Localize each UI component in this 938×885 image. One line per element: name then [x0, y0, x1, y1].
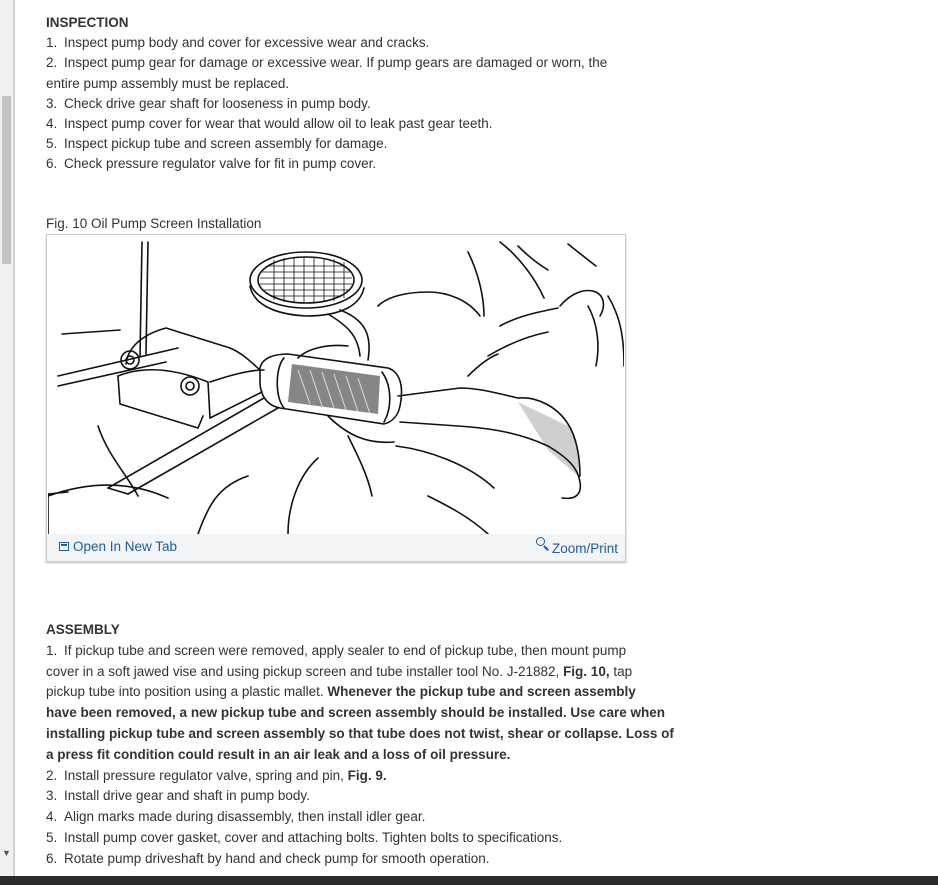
inspection-item: 1. Inspect pump body and cover for excessive wear and cracks.	[46, 35, 430, 51]
inspection-item: 4. Inspect pump cover for wear that would allow oil to leak past gear teeth.	[46, 116, 493, 132]
assembly-step-1-warning: have been removed, a new pickup tube and screen assembly should be installed. Use care when	[46, 705, 665, 721]
magnifier-plus-icon	[536, 537, 550, 551]
inspection-item: 2. Inspect pump gear for damage or excessive wear. If pump gears are damaged or worn, the	[46, 55, 608, 71]
assembly-step: 4. Align marks made during disassembly, then install idler gear.	[46, 809, 426, 825]
inspection-item: 6. Check pressure regulator valve for fit in pump cover.	[46, 156, 377, 172]
assembly-step-1-warning: a press fit condition could result in an air leak and a loss of oil pressure.	[46, 746, 511, 762]
assembly-step-1: 1. If pickup tube and screen were removed, apply sealer to end of pickup tube, then mount pump	[46, 642, 627, 658]
fig-10-reference: Fig. 10,	[563, 663, 610, 679]
zoom-print-link[interactable]: Zoom/Print	[536, 539, 618, 556]
figure-frame	[46, 234, 626, 562]
inspection-item: 5. Inspect pickup tube and screen assembly for damage.	[46, 136, 388, 152]
assembly-step-1-cont: cover in a soft jawed vise and using pickup screen and tube installer tool No. J-21882, Fig. 10, tap	[46, 663, 633, 679]
inspection-item-continuation: entire pump assembly must be replaced.	[46, 75, 290, 91]
fig-9-reference: Fig. 9.	[347, 767, 387, 783]
open-in-new-tab-link[interactable]: Open In New Tab	[59, 539, 177, 554]
inspection-item: 3. Check drive gear shaft for looseness in pump body.	[46, 95, 371, 111]
inspection-section	[46, 13, 666, 175]
assembly-step-1-cont: pickup tube into position using a plastic mallet. Whenever the pickup tube and screen assembly	[46, 684, 636, 700]
assembly-step: 5. Install pump cover gasket, cover and attaching bolts. Tighten bolts to specifications.	[46, 829, 563, 845]
assembly-step: 6. Rotate pump driveshaft by hand and check pump for smooth operation.	[46, 850, 490, 866]
figure-toolbar	[47, 534, 625, 561]
oil-pump-screen-illustration[interactable]	[48, 236, 624, 534]
assembly-heading: ASSEMBLY	[46, 622, 120, 637]
assembly-step: 3. Install drive gear and shaft in pump body.	[46, 788, 310, 804]
figure-caption: Fig. 10 Oil Pump Screen Installation	[46, 216, 262, 231]
assembly-step-1-warning: installing pickup tube and screen assembly so that tube does not twist, shear or collapse. Loss of	[46, 725, 674, 741]
content-divider	[14, 0, 15, 876]
inspection-heading: INSPECTION	[46, 15, 129, 30]
scrollbar-thumb[interactable]	[2, 96, 11, 264]
assembly-step-2: 2. Install pressure regulator valve, spring and pin, Fig. 9.	[46, 767, 387, 783]
vertical-scrollbar[interactable]	[0, 0, 14, 876]
open-in-new-tab-icon	[59, 542, 69, 551]
scroll-down-arrow-icon[interactable]: ▼	[2, 848, 11, 858]
bottom-bar	[0, 876, 938, 885]
assembly-section	[46, 620, 674, 870]
